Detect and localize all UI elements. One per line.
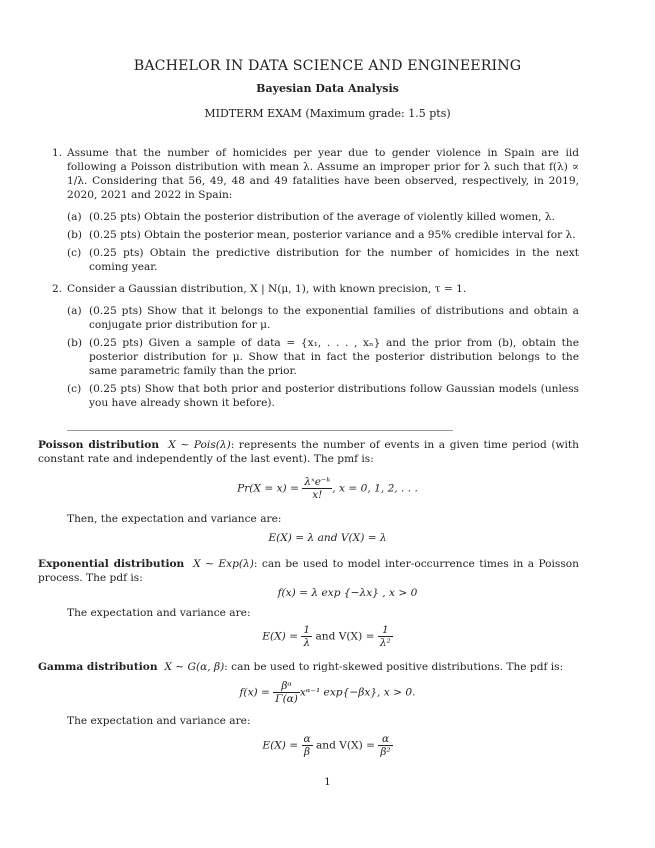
formula-lhs: E(X) = (262, 630, 299, 643)
gamma-intro: The expectation and variance are: (67, 715, 251, 727)
section-title: Exponential distribution (38, 558, 185, 570)
poisson-pmf (0, 476, 655, 501)
exam-title: MIDTERM EXAM (Maximum grade: 1.5 pts) (204, 107, 451, 120)
part-label: (a) (67, 305, 82, 317)
question-text: Consider a Gaussian distribution, X | N(μ, 1), with known precision, τ = 1. (67, 283, 467, 295)
formula-rhs: xᵅ⁻¹ exp{−βx}, x > 0. (299, 686, 416, 699)
gamma-section (38, 660, 579, 674)
program-title: BACHELOR IN DATA SCIENCE AND ENGINEERING (133, 58, 522, 74)
part-text: (0.25 pts) Show that both prior and posterior distributions follow Gaussian models (unless you have already shown it before). (89, 383, 579, 409)
fraction (378, 733, 392, 758)
section-divider (67, 430, 453, 431)
denominator: β (304, 746, 311, 758)
section-description: : represents the number of events in a given time period (with constant rate and independently of the last event). The pmf is: (38, 439, 579, 465)
part-text: (0.25 pts) Given a sample of data = {x₁, . . . , xₙ} and the prior from (b), obtain the posterior distribution for μ. Show that in fact the posterior distribution belongs to the same parametric family than the prior. (89, 337, 579, 377)
question-1-part-c (67, 246, 579, 274)
fraction (273, 680, 300, 705)
question-1-part-a (67, 210, 579, 224)
question-text: Assume that the number of homicides per year due to gender violence in Spain are iid following a Poisson distribution with mean λ. Assume an improper prior for λ such that f(λ) ∝ 1/λ. Considering that 56, 49, 48 and 49 fatalities have been observed, respectively, in 2019, 2020, 2021 and 2022 in Spain: (67, 147, 579, 201)
exponential-section (38, 557, 579, 585)
fraction (378, 624, 393, 649)
denominator: Γ(α) (275, 693, 298, 705)
formula-middle: and V(X) = (315, 739, 375, 752)
denominator: λ (303, 637, 311, 649)
part-label: (b) (67, 229, 83, 241)
part-text: (0.25 pts) Show that it belongs to the exponential families of distributions and obtain a conjugate prior distribution for μ. (89, 305, 579, 331)
denominator: λ² (379, 637, 391, 649)
section-description: : can be used to model inter-occurrence times in a Poisson process. The pdf is: (38, 558, 580, 584)
exponential-mean-var (0, 624, 655, 649)
section-title: Gamma distribution (38, 661, 158, 673)
question-2 (52, 282, 579, 296)
question-number: 2. (52, 283, 63, 295)
section-notation: X ∼ G(α, β) (164, 661, 225, 673)
question-2-part-a (67, 304, 579, 332)
denominator: β² (380, 746, 391, 758)
part-text: (0.25 pts) Obtain the posterior distribution of the average of violently killed women, λ. (89, 211, 555, 223)
numerator: 1 (303, 624, 311, 636)
question-2-part-b (67, 336, 579, 378)
section-notation: X ∼ Pois(λ) (168, 439, 231, 451)
part-text: (0.25 pts) Obtain the posterior mean, posterior variance and a 95% credible interval for λ. (89, 229, 576, 241)
poisson-section (38, 438, 579, 466)
formula-lhs: E(X) = (262, 739, 299, 752)
section-notation: X ∼ Exp(λ) (193, 558, 254, 570)
formula-lhs: Pr(X = x) = (237, 482, 299, 495)
fraction (302, 476, 332, 501)
question-2-part-c (67, 382, 579, 410)
numerator: α (378, 733, 392, 746)
question-number: 1. (52, 147, 63, 159)
part-label: (a) (67, 211, 82, 223)
page-number: 1 (324, 776, 331, 788)
gamma-pdf (0, 680, 655, 705)
question-1 (52, 146, 579, 202)
formula-middle: and V(X) = (315, 630, 375, 643)
numerator: α (303, 733, 311, 745)
question-1-part-b (67, 228, 579, 242)
exponential-pdf: f(x) = λ exp {−λx} , x > 0 (277, 587, 418, 599)
part-label: (c) (67, 247, 82, 259)
numerator: βᵅ (273, 680, 300, 693)
formula-lhs: f(x) = (239, 686, 270, 699)
fraction (301, 624, 312, 649)
course-title: Bayesian Data Analysis (256, 82, 399, 95)
section-title: Poisson distribution (38, 439, 160, 451)
numerator: 1 (378, 624, 393, 637)
part-label: (c) (67, 383, 82, 395)
part-text: (0.25 pts) Obtain the predictive distribution for the number of homicides in the next coming year. (89, 247, 579, 273)
gamma-mean-var (0, 733, 655, 758)
poisson-intro: Then, the expectation and variance are: (67, 513, 282, 525)
numerator: λˣe⁻ᵏ (304, 476, 331, 488)
section-description: : can be used to right-skewed positive distributions. The pdf is: (224, 661, 564, 673)
formula-rhs: , x = 0, 1, 2, . . . (332, 482, 418, 495)
fraction (302, 733, 313, 758)
poisson-mean-var: E(X) = λ and V(X) = λ (268, 532, 387, 544)
part-label: (b) (67, 337, 83, 349)
denominator: x! (312, 489, 323, 501)
exponential-intro: The expectation and variance are: (67, 607, 251, 619)
